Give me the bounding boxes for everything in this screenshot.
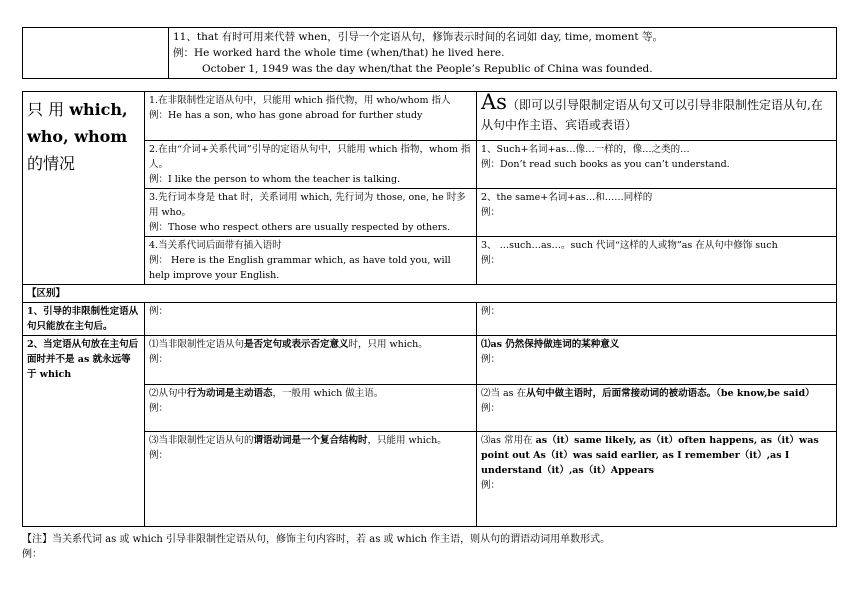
section-2-right-cell-2 xyxy=(477,385,837,432)
left-rule-bold: 是否定句或表示否定意义 xyxy=(244,339,349,350)
rule-text: 3.先行词本身是 that 时，关系词用 which, 先行词为 those, one, he 时多用 who。 xyxy=(149,192,466,218)
note-text: 【注】当关系代词 as 或 which 引导非限制性定语从句，修饰主句内容时，若 as 或 which 作主语，则从句的谓语动词用单数形式。 xyxy=(22,534,611,545)
rule-example: 例：I like the person to whom the teacher is talking. xyxy=(149,174,401,185)
left-rule-post: ，一般用 which 做主语。 xyxy=(272,388,384,399)
as-rule-cell-3 xyxy=(477,237,837,285)
rule-text: 2.在由“介词+关系代词”引导的定语从句中，只能用 which 指物，whom 指人。 xyxy=(149,144,471,170)
rule-cell-2 xyxy=(145,141,477,189)
section-1-label: 1、引导的非限制性定语从句只能放在主句后。 xyxy=(23,303,145,336)
section-2-left-cell-1 xyxy=(145,336,477,385)
section-2-label: 2、当定语从句放在主句后面时并不是 as 就永远等于 which xyxy=(23,336,145,527)
section-1-left-example: 例： xyxy=(145,303,477,336)
rule-cell-1 xyxy=(145,92,477,141)
distinction-label: 【区别】 xyxy=(23,285,837,303)
right-rule xyxy=(481,386,832,401)
section-1-right-example: 例： xyxy=(477,303,837,336)
left-rule-post: 时，只用 which。 xyxy=(348,339,428,350)
top-rule-cell xyxy=(169,28,837,79)
as-header-cell xyxy=(477,92,837,141)
as-rule-example: 例： xyxy=(481,255,501,266)
left-rule-pre: ⑵从句中 xyxy=(149,388,188,399)
right-rule xyxy=(481,433,832,478)
left-rule-pre: ⑴当非限制性定语从句 xyxy=(149,339,245,350)
right-rule-pre: ⑵当 as 在 xyxy=(481,388,527,399)
as-rule-text: 2、the same+名词+as…和……同样的 xyxy=(481,192,653,203)
rule-example: 例： Here is the English grammar which, as have told you, will help improve your English. xyxy=(149,255,451,281)
as-rule-example: 例：Don’t read such books as you can’t understand. xyxy=(481,159,730,170)
left-example: 例： xyxy=(149,450,169,461)
section-2-left-cell-2 xyxy=(145,385,477,432)
rule-text: 1.在非限制性定语从句中，只能用 which 指代物，用 who/whom 指人 xyxy=(149,95,451,106)
rule-text: 4.当关系代词后面带有插入语时 xyxy=(149,240,282,251)
header-part-2: which, who, whom xyxy=(27,100,128,146)
rule-example: 例：Those who respect others are usually respected by others. xyxy=(149,222,451,233)
as-title: As xyxy=(481,90,507,114)
left-rule-post: ，只能用 which。 xyxy=(367,435,447,446)
as-description: （即可以引导限制定语从句又可以引导非限制性定语从句,在从句中作主语、宾语或表语） xyxy=(481,98,823,132)
only-which-who-whom-header xyxy=(23,92,145,285)
top-empty-cell xyxy=(23,28,169,79)
right-example: 例： xyxy=(481,354,501,365)
section-2-right-cell-1 xyxy=(477,336,837,385)
right-rule-bold: as（it）same likely, as（it）often happens, as（it）was point out As（it）was said earlier, as I remember（it）,as I understand（it）,as（it）Appears xyxy=(481,435,819,476)
left-rule-bold: 谓语动词是一个复合结构时 xyxy=(253,435,368,446)
right-example: 例： xyxy=(481,403,501,414)
section-2-left-cell-3 xyxy=(145,432,477,527)
right-rule-pre: ⑶as 常用在 xyxy=(481,435,536,446)
rule-cell-4 xyxy=(145,237,477,285)
header-part-1: 只 用 xyxy=(27,100,65,119)
section-2-right-cell-3 xyxy=(477,432,837,527)
top-example-line-2: October 1, 1949 was the day when/that the People’s Republic of China was founded. xyxy=(202,63,653,75)
as-rule-example: 例： xyxy=(481,207,501,218)
note-example: 例： xyxy=(22,549,42,560)
rule-cell-3 xyxy=(145,189,477,237)
left-rule xyxy=(149,386,472,401)
left-example: 例： xyxy=(149,403,169,414)
right-example: 例： xyxy=(481,480,501,491)
top-rule-line: 11、that 有时可用来代替 when，引导一个定语从句，修饰表示时间的名词如 day, time, moment 等。 xyxy=(173,31,663,43)
as-rule-text: 1、Such+名词+as…像…一样的，像…之类的… xyxy=(481,144,690,155)
rule-example: 例：He has a son, who has gone abroad for further study xyxy=(149,110,423,121)
top-example-line: 例：He worked hard the whole time (when/that) he lived here. xyxy=(173,47,505,59)
right-rule-bold: 从句中做主语时，后面常接动词的被动语态。（be know,be said） xyxy=(526,388,815,399)
left-rule xyxy=(149,337,472,352)
left-rule xyxy=(149,433,472,448)
as-rule-cell-2 xyxy=(477,189,837,237)
main-table xyxy=(22,91,837,527)
top-table xyxy=(22,27,837,79)
header-part-3: 的情况 xyxy=(27,154,76,173)
note-block xyxy=(22,532,610,562)
as-rule-cell-1 xyxy=(477,141,837,189)
left-example: 例： xyxy=(149,354,169,365)
as-rule-text: 3、 …such…as…。such 代词“这样的人或物”as 在从句中修饰 such xyxy=(481,240,778,251)
right-rule-bold: ⑴as 仍然保持做连词的某种意义 xyxy=(481,339,620,350)
left-rule-pre: ⑶当非限制性定语从句的 xyxy=(149,435,254,446)
left-rule-bold: 行为动词是主动语态 xyxy=(187,388,273,399)
